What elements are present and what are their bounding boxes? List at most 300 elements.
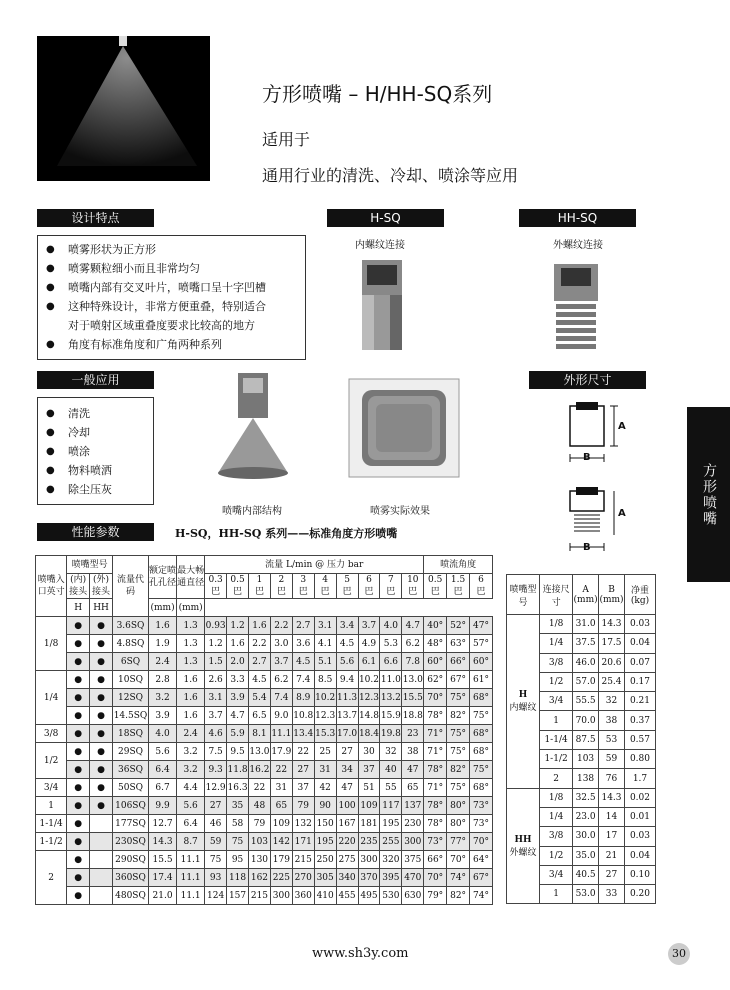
flow-cell: 5.4 [249, 689, 271, 707]
flow-cell: 4.1 [314, 635, 336, 653]
flow-cell: 255 [380, 833, 402, 851]
flow-cell: 10.2 [314, 689, 336, 707]
flow-cell: 79 [249, 815, 271, 833]
pressure-unit: 巴 [364, 587, 374, 597]
dim-cell: 3/4 [540, 692, 573, 711]
passage-cell: 3.2 [177, 743, 205, 761]
table-row [36, 725, 493, 743]
orifice-cell: 1.9 [149, 635, 177, 653]
angle-cell: 70° [424, 689, 447, 707]
pressure-header [314, 574, 336, 599]
flow-cell: 167 [336, 815, 358, 833]
dim-cell: 0.80 [624, 750, 655, 769]
angle-cell: 71° [424, 725, 447, 743]
flow-cell: 4.7 [227, 707, 249, 725]
group-hh-cell [507, 788, 540, 904]
application-text: 通用行业的清洗、冷却、喷涂等应用 [262, 166, 519, 185]
flow-cell: 2.7 [249, 653, 271, 671]
flow-cell: 3.6 [292, 635, 314, 653]
hh-header: HH [90, 599, 113, 617]
angle-cell: 52° [447, 617, 470, 635]
flow-cell: 124 [205, 887, 227, 905]
flow-cell: 3.4 [336, 617, 358, 635]
passage-cell: 11.1 [177, 869, 205, 887]
flow-cell: 6.2 [402, 635, 424, 653]
dim-cell: 3/8 [540, 827, 573, 846]
dim-cell: 33 [599, 885, 625, 904]
hh-cell: ● [90, 797, 113, 815]
flow-cell: 157 [227, 887, 249, 905]
spray-photo [37, 36, 210, 181]
design-box [37, 235, 306, 360]
angle-cell: 74° [447, 869, 470, 887]
dim-cell: 32 [599, 692, 625, 711]
flow-cell: 10.8 [292, 707, 314, 725]
header-row [507, 575, 656, 615]
flow-cell: 132 [292, 815, 314, 833]
inner-header: (内)接头 [67, 574, 90, 599]
orifice-cell: 4.0 [149, 725, 177, 743]
flow-cell: 10.2 [358, 671, 380, 689]
flow-cell: 300 [402, 833, 424, 851]
flow-cell: 16.2 [249, 761, 271, 779]
orifice-cell: 2.4 [149, 653, 177, 671]
list-item: ● 喷雾颗粒细小而且非常均匀 [38, 259, 305, 278]
group-h-cell [507, 615, 540, 789]
inlet-cell: 1-1/4 [36, 815, 67, 833]
pressure-unit: 巴 [233, 587, 243, 597]
dim-cell: 1/4 [540, 634, 573, 653]
dim-type-header: 喷嘴型号 [507, 575, 540, 615]
flow-cell: 179 [270, 851, 292, 869]
header-row [36, 574, 493, 599]
hh-cell: ● [90, 671, 113, 689]
table-row [507, 615, 656, 634]
pressure-unit: 巴 [408, 587, 418, 597]
dim-cell: 1/8 [540, 615, 573, 634]
flow-cell: 395 [380, 869, 402, 887]
flow-cell: 17.9 [270, 743, 292, 761]
angle-cell: 60° [424, 653, 447, 671]
h-cell: ● [67, 671, 90, 689]
dim-cell: 27 [599, 865, 625, 884]
angle-pressure-header [447, 574, 470, 599]
orifice-cell: 3.9 [149, 707, 177, 725]
flow-cell: 19.8 [380, 725, 402, 743]
list-item: ● 这种特殊设计，非常方便重叠，特别适合 [38, 297, 305, 316]
flow-cell: 4.0 [380, 617, 402, 635]
flow-cell: 11.3 [336, 689, 358, 707]
flow-cell: 130 [249, 851, 271, 869]
flow-cell: 320 [380, 851, 402, 869]
angle-cell: 79° [424, 887, 447, 905]
dim-weight-header [624, 575, 655, 615]
hsq-nozzle-image [357, 255, 407, 355]
dim-cell: 0.02 [624, 788, 655, 807]
angle-cell: 75° [447, 779, 470, 797]
angle-cell: 70° [470, 833, 493, 851]
spray-cone-image [37, 36, 210, 181]
flow-cell: 7.4 [270, 689, 292, 707]
flow-cell: 34 [336, 761, 358, 779]
flow-cell: 215 [249, 887, 271, 905]
flow-cell: 9.0 [270, 707, 292, 725]
angle-cell: 82° [447, 707, 470, 725]
dim-cell: 1 [540, 711, 573, 730]
dim-cell: 57.0 [573, 672, 599, 691]
flow-cell: 171 [292, 833, 314, 851]
flow-cell: 14.8 [358, 707, 380, 725]
angle-cell: 75° [447, 689, 470, 707]
flow-cell: 630 [402, 887, 424, 905]
flow-cell: 3.9 [227, 689, 249, 707]
dim-cell: 53.0 [573, 885, 599, 904]
flow-cell: 530 [380, 887, 402, 905]
passage-cell: 4.4 [177, 779, 205, 797]
code-cell: 230SQ [113, 833, 149, 851]
flow-cell: 75 [227, 833, 249, 851]
flow-cell: 8.9 [292, 689, 314, 707]
flow-cell: 17.0 [336, 725, 358, 743]
hh-cell [90, 833, 113, 851]
dim-cell: 14.3 [599, 788, 625, 807]
flow-cell: 23 [402, 725, 424, 743]
angle-cell: 74° [470, 887, 493, 905]
flow-cell: 5.6 [336, 653, 358, 671]
flow-cell: 7.8 [402, 653, 424, 671]
hh-cell: ● [90, 689, 113, 707]
flow-cell: 11.8 [227, 761, 249, 779]
angle-cell: 68° [470, 779, 493, 797]
dim-a-label: A [618, 421, 626, 432]
flow-cell: 13.7 [336, 707, 358, 725]
flow-cell: 13.4 [292, 725, 314, 743]
angle-cell: 63° [447, 635, 470, 653]
dim-cell: 31.0 [573, 615, 599, 634]
flow-cell: 65 [270, 797, 292, 815]
general-box [37, 397, 154, 505]
flow-cell: 22 [249, 779, 271, 797]
pressure-unit: 巴 [476, 587, 486, 597]
angle-cell: 47° [470, 617, 493, 635]
dim-size-header: 连接尺寸 [540, 575, 573, 615]
orifice-cell: 6.7 [149, 779, 177, 797]
angle-cell: 40° [424, 617, 447, 635]
pressure-header [336, 574, 358, 599]
shape-drawing-hh [562, 485, 632, 557]
list-item: 对于喷射区域重叠度要求比较高的地方 [68, 319, 255, 332]
pressure-unit: 巴 [342, 587, 352, 597]
angle-pressure-value: 6 [478, 575, 484, 585]
flow-cell: 162 [249, 869, 271, 887]
passage-cell: 1.6 [177, 707, 205, 725]
flow-cell: 12.9 [205, 779, 227, 797]
flow-cell: 3.3 [227, 671, 249, 689]
list-item: ● 除尘压灰 [38, 480, 153, 499]
orifice-cell: 9.9 [149, 797, 177, 815]
angle-cell: 78° [424, 761, 447, 779]
orifice-cell: 12.7 [149, 815, 177, 833]
code-cell: 360SQ [113, 869, 149, 887]
flow-cell: 410 [314, 887, 336, 905]
h-cell: ● [67, 689, 90, 707]
angle-header: 喷流角度 [424, 556, 493, 574]
flow-cell: 4.5 [249, 671, 271, 689]
design-heading: 设计特点 [37, 209, 154, 227]
flow-cell: 7.4 [292, 671, 314, 689]
inlet-cell: 1 [36, 797, 67, 815]
passage-cell: 1.3 [177, 635, 205, 653]
flow-cell: 12.3 [314, 707, 336, 725]
orifice-cell: 6.4 [149, 761, 177, 779]
code-cell: 177SQ [113, 815, 149, 833]
dim-cell: 40.5 [573, 865, 599, 884]
angle-cell: 78° [424, 707, 447, 725]
flow-cell: 0.93 [205, 617, 227, 635]
flow-cell: 22 [292, 743, 314, 761]
flow-cell: 27 [336, 743, 358, 761]
flow-cell: 3.7 [358, 617, 380, 635]
dim-cell: 87.5 [573, 730, 599, 749]
dim-cell: 0.21 [624, 692, 655, 711]
flow-cell: 270 [292, 869, 314, 887]
dim-cell: 0.03 [624, 827, 655, 846]
angle-cell: 68° [470, 743, 493, 761]
dim-cell: 1.7 [624, 769, 655, 788]
flow-cell: 46 [205, 815, 227, 833]
flow-cell: 18.8 [402, 707, 424, 725]
angle-cell: 78° [424, 797, 447, 815]
flow-cell: 1.6 [249, 617, 271, 635]
flow-cell: 47 [336, 779, 358, 797]
dim-cell: 23.0 [573, 807, 599, 826]
passage-cell: 5.6 [177, 797, 205, 815]
passage-cell: 1.6 [177, 689, 205, 707]
hhsq-heading: HH-SQ [519, 209, 636, 227]
dim-cell: 25.4 [599, 672, 625, 691]
flow-cell: 42 [314, 779, 336, 797]
flow-cell: 100 [336, 797, 358, 815]
flow-cell: 12.3 [358, 689, 380, 707]
angle-cell: 62° [424, 671, 447, 689]
flow-cell: 1.2 [227, 617, 249, 635]
flow-cell: 31 [270, 779, 292, 797]
orifice-cell: 3.2 [149, 689, 177, 707]
flow-cell: 6.2 [270, 671, 292, 689]
angle-cell: 80° [447, 797, 470, 815]
flow-cell: 30 [358, 743, 380, 761]
flow-cell: 370 [358, 869, 380, 887]
hh-cell [90, 851, 113, 869]
hsq-heading: H-SQ [327, 209, 444, 227]
inlet-cell: 2 [36, 851, 67, 905]
h-cell: ● [67, 725, 90, 743]
orifice-cell: 14.3 [149, 833, 177, 851]
pressure-header [205, 574, 227, 599]
dim-cell: 0.04 [624, 846, 655, 865]
list-item: ● 喷雾形状为正方形 [38, 240, 305, 259]
dim-cell: 1/4 [540, 807, 573, 826]
passage-cell: 3.2 [177, 761, 205, 779]
dim-weight-title: 净重 [630, 586, 649, 596]
dim-a-label-hh: A [618, 508, 626, 519]
flow-cell: 4.6 [205, 725, 227, 743]
pressure-unit: 巴 [430, 587, 440, 597]
general-heading: 一般应用 [37, 371, 154, 389]
passage-cell: 11.1 [177, 851, 205, 869]
inlet-cell: 3/4 [36, 779, 67, 797]
pressure-value: 7 [388, 575, 394, 585]
page-subtitle: 适用于 [262, 130, 311, 149]
flow-cell: 2.6 [205, 671, 227, 689]
flow-cell: 109 [358, 797, 380, 815]
footer-url[interactable]: www.sh3y.com [312, 946, 409, 961]
flow-cell: 5.9 [227, 725, 249, 743]
flow-cell: 2.7 [292, 617, 314, 635]
dim-cell: 76 [599, 769, 625, 788]
angle-cell: 66° [424, 851, 447, 869]
flow-cell: 3.0 [270, 635, 292, 653]
flow-cell: 27 [292, 761, 314, 779]
flow-cell: 38 [402, 743, 424, 761]
dim-cell: 0.57 [624, 730, 655, 749]
flow-cell: 195 [314, 833, 336, 851]
flow-cell: 11.1 [270, 725, 292, 743]
flow-cell: 4.9 [358, 635, 380, 653]
flow-cell: 230 [402, 815, 424, 833]
performance-caption: H-SQ，HH-SQ 系列——标准角度方形喷嘴 [175, 527, 398, 540]
code-cell: 29SQ [113, 743, 149, 761]
page-number: 30 [668, 943, 690, 965]
flow-cell: 13.0 [249, 743, 271, 761]
orifice-cell: 5.6 [149, 743, 177, 761]
table-row [36, 743, 493, 761]
angle-cell: 68° [470, 689, 493, 707]
dim-b-header [599, 575, 625, 615]
flow-cell: 3.7 [270, 653, 292, 671]
flow-cell: 31 [314, 761, 336, 779]
passage-cell: 8.7 [177, 833, 205, 851]
orifice-cell: 21.0 [149, 887, 177, 905]
h-cell: ● [67, 887, 90, 905]
table-row [36, 779, 493, 797]
dim-cell: 1/2 [540, 672, 573, 691]
dim-cell: 0.20 [624, 885, 655, 904]
angle-cell: 75° [470, 707, 493, 725]
dim-cell: 0.37 [624, 711, 655, 730]
design-list [38, 240, 305, 354]
general-list [38, 404, 153, 499]
flow-cell: 375 [402, 851, 424, 869]
angle-cell: 60° [470, 653, 493, 671]
angle-cell: 73° [424, 833, 447, 851]
pressure-value: 10 [407, 575, 419, 585]
flow-cell: 300 [358, 851, 380, 869]
flow-cell: 305 [314, 869, 336, 887]
group-hh-name: HH [514, 834, 532, 845]
angle-cell: 71° [424, 779, 447, 797]
orifice-cell: 15.5 [149, 851, 177, 869]
pressure-unit: 巴 [211, 587, 221, 597]
flow-cell: 9.4 [336, 671, 358, 689]
dim-cell: 35.0 [573, 846, 599, 865]
flow-cell: 2.2 [270, 617, 292, 635]
passage-cell: 1.3 [177, 653, 205, 671]
angle-cell: 70° [424, 869, 447, 887]
angle-pressure-header [470, 574, 493, 599]
angle-cell: 70° [447, 851, 470, 869]
code-cell: 10SQ [113, 671, 149, 689]
flow-cell: 150 [314, 815, 336, 833]
angle-cell: 57° [470, 635, 493, 653]
angle-cell: 73° [470, 815, 493, 833]
h-cell: ● [67, 779, 90, 797]
group-h-label: 内螺纹 [509, 702, 537, 713]
dimensions-table [506, 574, 656, 904]
pressure-unit: 巴 [386, 587, 396, 597]
flow-cell: 225 [270, 869, 292, 887]
hh-cell: ● [90, 761, 113, 779]
flow-cell: 37 [358, 761, 380, 779]
flow-cell: 95 [227, 851, 249, 869]
hhsq-nozzle-image [551, 256, 601, 354]
h-cell: ● [67, 815, 90, 833]
angle-cell: 67° [470, 869, 493, 887]
hh-cell: ● [90, 743, 113, 761]
flow-cell: 3.1 [314, 617, 336, 635]
flow-cell: 1.2 [205, 635, 227, 653]
passage-cell: 1.6 [177, 671, 205, 689]
pressure-header [402, 574, 424, 599]
dim-cell: 2 [540, 769, 573, 788]
table-row [36, 653, 493, 671]
flow-cell: 455 [336, 887, 358, 905]
angle-cell: 82° [447, 761, 470, 779]
flow-cell: 90 [314, 797, 336, 815]
flow-cell: 235 [358, 833, 380, 851]
hh-cell [90, 815, 113, 833]
flow-cell: 51 [358, 779, 380, 797]
flow-cell: 25 [314, 743, 336, 761]
list-item: ● 喷嘴内部有交叉叶片，喷嘴口呈十字凹槽 [38, 278, 305, 297]
inlet-header: 喷嘴入口英寸 [36, 556, 67, 617]
inlet-cell: 3/8 [36, 725, 67, 743]
dim-cell: 0.17 [624, 672, 655, 691]
code-cell: 106SQ [113, 797, 149, 815]
angle-cell: 66° [447, 653, 470, 671]
passage-cell: 11.1 [177, 887, 205, 905]
dim-b-title: B [608, 584, 615, 595]
flow-cell: 3.7 [205, 707, 227, 725]
flow-cell: 118 [227, 869, 249, 887]
flow-cell: 79 [292, 797, 314, 815]
flow-cell: 4.5 [336, 635, 358, 653]
hh-cell [90, 869, 113, 887]
shape-heading: 外形尺寸 [529, 371, 646, 389]
angle-pressure-value: 0.5 [428, 575, 443, 585]
pressure-value: 5 [344, 575, 350, 585]
dim-cell: 0.03 [624, 615, 655, 634]
code-cell: 480SQ [113, 887, 149, 905]
dim-cell: 55.5 [573, 692, 599, 711]
dim-cell: 103 [573, 750, 599, 769]
pressure-header [380, 574, 402, 599]
inner-structure-image [213, 368, 293, 483]
flow-cell: 137 [402, 797, 424, 815]
dim-cell: 0.01 [624, 807, 655, 826]
orifice-cell: 2.8 [149, 671, 177, 689]
dim-cell: 1 [540, 885, 573, 904]
